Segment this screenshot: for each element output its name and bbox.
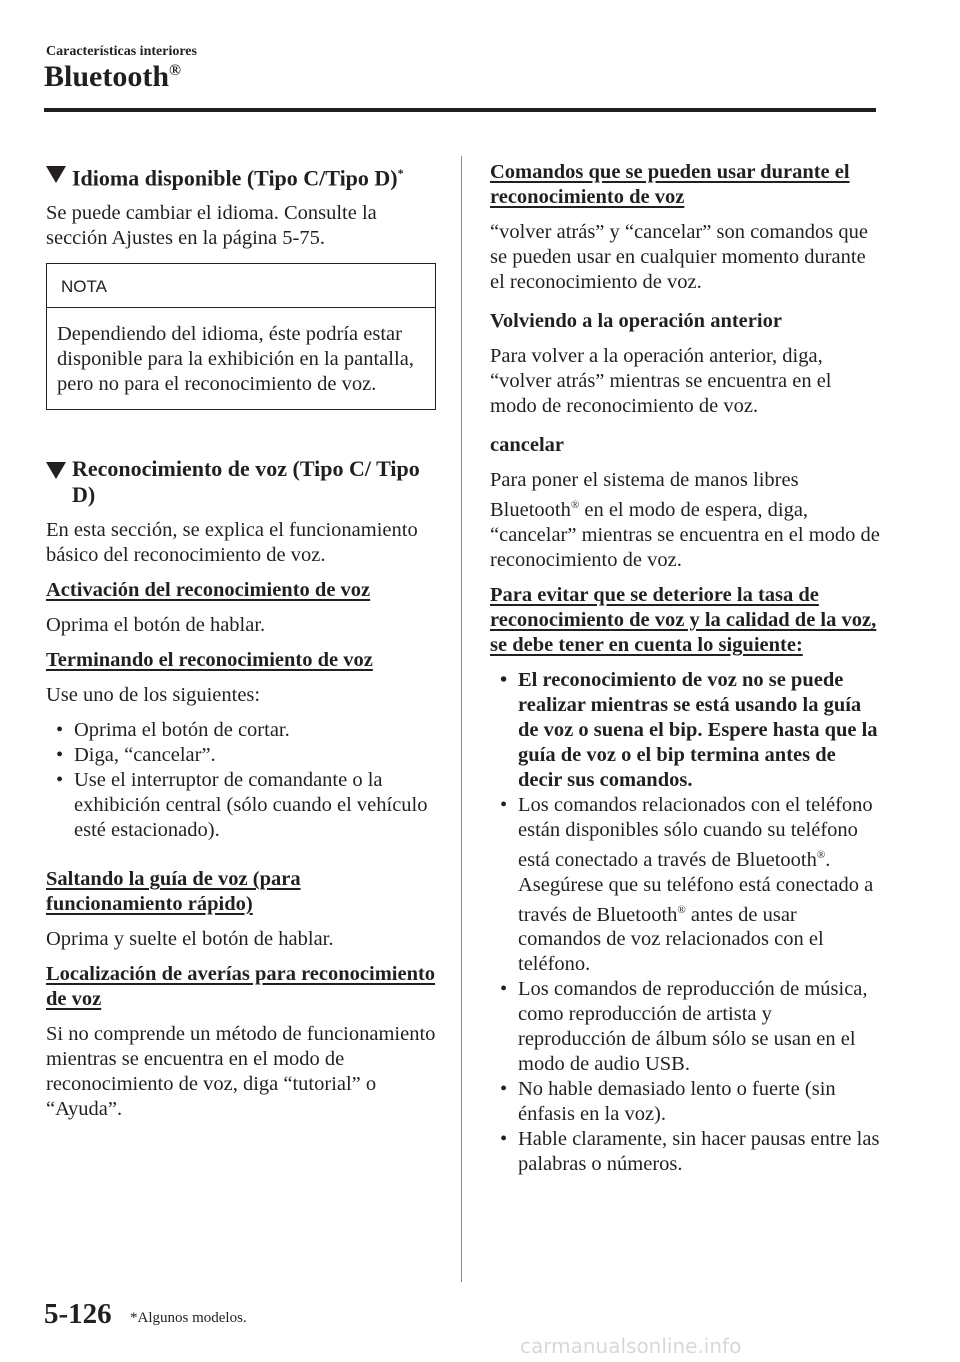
volviendo-text: Para volver a la operación anterior, diga, “volver atrás” mientras se encuentra en el modo de reconocimiento de voz. — [490, 345, 832, 417]
subheading-terminando: Terminando el reconocimiento de voz — [46, 649, 373, 672]
list-item: • Use el interruptor de comandante o la exhibición central (sólo cuando el vehículo esté estacionado). — [56, 769, 428, 842]
section-category: Características interiores — [46, 44, 197, 59]
bullet-icon: • — [500, 793, 508, 816]
subheading-saltando: Saltando la guía de voz (para funcionamiento rápido) — [46, 868, 301, 916]
bullet-icon: • — [56, 744, 64, 767]
subheading-localizacion: Localización de averías para reconocimiento de voz — [46, 963, 436, 1011]
idioma-text: Se puede cambiar el idioma. Consulte la sección Ajustes en la página 5-75. — [46, 202, 377, 250]
registered-mark: ® — [169, 62, 181, 79]
watermark: carmanualsonline.info — [520, 1334, 742, 1358]
header-rule — [44, 108, 876, 112]
subheading-volviendo: Volviendo a la operación anterior — [490, 310, 782, 332]
page-number: 5-126 — [44, 1298, 112, 1330]
registered-mark: ® — [677, 903, 686, 916]
note-label: NOTA — [47, 264, 435, 308]
subheading-activacion: Activación del reconocimiento de voz — [46, 579, 371, 602]
subheading-evitar: Para evitar que se deteriore la tasa de reconocimiento de voz y la calidad de la voz, se debe tener en cuenta lo siguiente: — [490, 583, 877, 656]
registered-mark: ® — [570, 499, 580, 511]
triangle-bullet-icon — [46, 166, 66, 183]
bullet-icon: • — [56, 719, 64, 742]
registered-mark: ® — [816, 848, 826, 861]
saltando-text: Oprima y suelte el botón de hablar. — [46, 928, 334, 951]
column-divider — [461, 156, 462, 1282]
bullet-icon: • — [56, 769, 64, 792]
right-column — [490, 160, 880, 1187]
list-item: • Los comandos de reproducción de música, como reproducción de artista y reproducción de álbum sólo se usan en el modo de audio USB. — [500, 978, 868, 1076]
terminando-list — [46, 718, 436, 843]
list-item: • Oprima el botón de cortar. — [56, 719, 290, 742]
note-text: Dependiendo del idioma, éste podría estar disponible para la exhibición en la pantalla, pero no para el reconocimiento de voz. — [57, 323, 414, 396]
left-column — [46, 160, 436, 1132]
note-box — [46, 263, 436, 410]
heading-idioma: Idioma disponible (Tipo C/Tipo D)* — [46, 160, 436, 191]
bullet-icon: • — [500, 1128, 508, 1151]
bullet-icon: • — [500, 978, 508, 1001]
bullet-icon: • — [500, 668, 508, 691]
list-item: • El reconocimiento de voz no se puede realizar mientras se está usando la guía de voz o suena el bip. Espere hasta que la guía de voz o el bip termina antes de decir sus comandos. — [500, 668, 878, 791]
footnote-mark: * — [397, 166, 404, 180]
bullet-icon: • — [500, 1078, 508, 1101]
footnote: *Algunos modelos. — [130, 1310, 247, 1326]
triangle-bullet-icon — [46, 462, 66, 479]
page-title: Bluetooth® — [44, 60, 181, 93]
list-item: • Los comandos relacionados con el teléfono están disponibles sólo cuando su teléfono está conectado a través de Bluetooth®. Asegúrese que su teléfono está conectado a través de Bluetooth® antes de usar comandos de voz relacionados con el teléfono. — [500, 793, 874, 976]
subheading-cancelar: cancelar — [490, 434, 564, 456]
localizacion-text: Si no comprende un método de funcionamiento mientras se encuentra en el modo de reconocimiento de voz, diga “tutorial” o “Ayuda”. — [46, 1023, 436, 1121]
list-item: • Diga, “cancelar”. — [56, 744, 216, 767]
terminando-text: Use uno de los siguientes: — [46, 684, 261, 707]
comandos-text: “volver atrás” y “cancelar” son comandos que se pueden usar en cualquier momento durante el reconocimiento de voz. — [490, 221, 868, 293]
list-item: • Hable claramente, sin hacer pausas entre las palabras o números. — [500, 1128, 880, 1176]
activacion-text: Oprima el botón de hablar. — [46, 614, 266, 637]
heading-reconocimiento: Reconocimiento de voz (Tipo C/ Tipo D) — [46, 456, 436, 508]
cancelar-text: Para poner el sistema de manos libres Bluetooth® en el modo de espera, diga, “cancelar” mientras se encuentra en el modo de reconocimiento de voz. — [490, 469, 880, 571]
subheading-comandos: Comandos que se pueden usar durante el reconocimiento de voz — [490, 161, 850, 208]
evitar-list — [490, 668, 880, 1178]
list-item: • No hable demasiado lento o fuerte (sin énfasis en la voz). — [500, 1078, 836, 1126]
reconocimiento-text: En esta sección, se explica el funcionamiento básico del reconocimiento de voz. — [46, 519, 418, 567]
